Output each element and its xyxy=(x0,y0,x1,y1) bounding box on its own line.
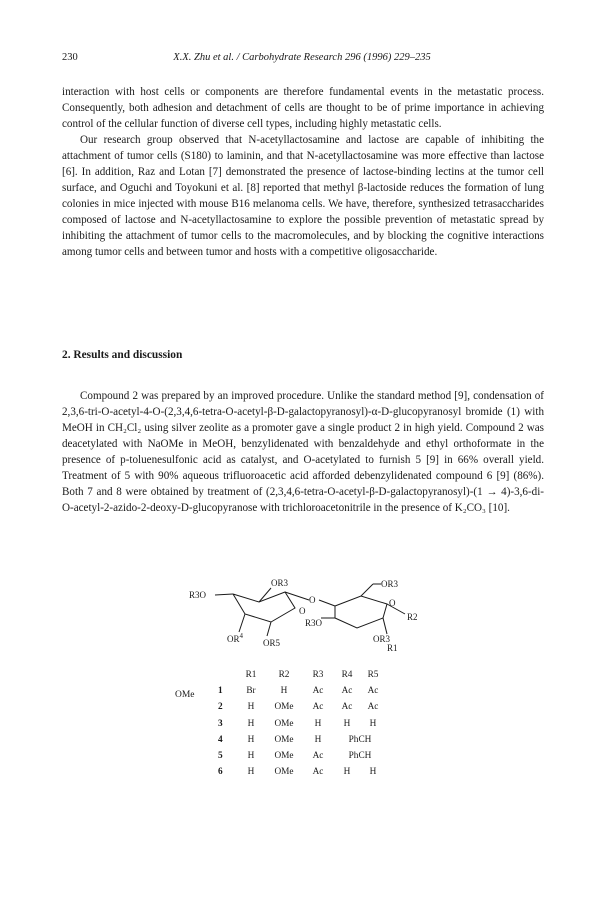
table-cell: OMe xyxy=(274,767,294,778)
table-header: R2 xyxy=(278,670,290,681)
substituent-table xyxy=(218,667,386,780)
table-cell: H xyxy=(280,686,288,697)
table-cell: Ac xyxy=(312,767,324,778)
compound-number: 1 xyxy=(218,686,223,697)
label-bridge-o: O xyxy=(309,595,316,605)
compound-number: 2 xyxy=(218,702,223,713)
label-or4-text: OR xyxy=(227,634,240,644)
table-cell-span: PhCH xyxy=(348,751,372,762)
running-head: X.X. Zhu et al. / Carbohydrate Research 296 (1996) 229–235 xyxy=(173,52,431,63)
table-cell: H xyxy=(247,702,255,713)
table-header: R1 xyxy=(245,670,257,681)
label-or4 xyxy=(227,632,244,644)
label-or3-top-right: OR3 xyxy=(381,579,399,589)
table-cell: Ac xyxy=(341,686,353,697)
label-r3o-left: R3O xyxy=(189,590,207,600)
table-cell: OMe xyxy=(274,751,294,762)
table-cell: H xyxy=(343,718,351,729)
label-ring-o-right: O xyxy=(389,598,396,608)
disaccharide-structure xyxy=(175,578,435,658)
table-cell: H xyxy=(314,734,322,745)
page-number: 230 xyxy=(62,52,78,63)
body-text-bottom xyxy=(62,388,544,516)
label-r3o-right: R3O xyxy=(305,618,323,628)
label-or5: OR5 xyxy=(263,638,281,648)
compound-number: 6 xyxy=(218,767,223,778)
table-cell: Ac xyxy=(367,686,379,697)
label-r2: R2 xyxy=(407,612,418,622)
table-cell: H xyxy=(247,734,255,745)
table-header: R5 xyxy=(367,670,379,681)
running-header xyxy=(62,52,542,68)
table-row xyxy=(218,732,386,748)
table-side-label: OMe xyxy=(175,690,195,700)
table-cell: Br xyxy=(246,686,256,697)
table-cell: H xyxy=(369,718,377,729)
table-cell: Ac xyxy=(312,686,324,697)
table-cell: H xyxy=(247,718,255,729)
label-or3-right: OR3 xyxy=(373,634,391,644)
paragraph-3: Compound 2 was prepared by an improved procedure. Unlike the standard method [9], condensation of 2,3,6-tri-O-acetyl-4-O-(2,3,4,6-tetra-O-acetyl-β-D-galactopyranosyl)-α-D-glucopyranosyl bromide (1) with MeOH in CH₂Cl₂ using silver zeolite as a promoter gave a single product 2 in high yield. Compound 2 was deacetylated with NaOMe in MeOH, benzylidenated with benzaldehyde and ethyl orthoformate in the presence of p-toluenesulfonic acid as catalyst, and O-acetylated to furnish 5 [9] in 66% overall yield. Treatment of 5 with 90% aqueous trifluoroacetic acid afforded debenzylidenated compound 6 [9] (86%). Both 7 and 8 were obtained by treatment of (2,3,4,6-tetra-O-acetyl-β-D-galactopyranosyl)-(1 → 4)-3,6-di-O-acetyl-2-azido-2-deoxy-D-glucopyranose with trichloroacetonitrile in the presence of K₂CO₃ [10]. xyxy=(62,390,544,515)
table-cell: H xyxy=(247,767,255,778)
table-cell: Ac xyxy=(341,702,353,713)
table-cell: H xyxy=(314,718,322,729)
chemical-structure xyxy=(175,578,435,658)
table-header-blank xyxy=(218,667,236,683)
table-row xyxy=(218,699,386,715)
table-row xyxy=(218,683,386,699)
table-cell: Ac xyxy=(367,702,379,713)
table-cell: OMe xyxy=(274,702,294,713)
table-cell: Ac xyxy=(312,751,324,762)
right-ring-bonds xyxy=(335,596,387,628)
body-text-top xyxy=(62,84,544,261)
table-cell: Ac xyxy=(312,702,324,713)
section-heading: 2. Results and discussion xyxy=(62,349,183,361)
table-cell: H xyxy=(343,767,351,778)
paragraph-1: interaction with host cells or components are therefore fundamental events in the metastatic process. Consequently, both adhesion and detachment of cells are thought to be of prime importance in achieving control of the cellular function of diverse cell types, including highly metastatic cells. xyxy=(62,86,544,131)
label-or3-top-left: OR3 xyxy=(271,578,289,588)
compound-number: 4 xyxy=(218,734,223,745)
table-row xyxy=(218,716,386,732)
compound-number: 3 xyxy=(218,718,223,729)
table-row xyxy=(218,764,386,780)
label-ring-o-left: O xyxy=(299,606,306,616)
table-header-row xyxy=(218,667,386,683)
table-header: R3 xyxy=(312,670,324,681)
table-cell-span: PhCH xyxy=(348,734,372,745)
table-cell: H xyxy=(247,751,255,762)
table-cell: OMe xyxy=(274,718,294,729)
table-cell: OMe xyxy=(274,734,294,745)
table-cell: H xyxy=(369,767,377,778)
table-row xyxy=(218,748,386,764)
compound-number: 5 xyxy=(218,751,223,762)
label-or4-sup: 4 xyxy=(239,632,244,640)
table-header: R4 xyxy=(341,670,353,681)
label-r1: R1 xyxy=(387,643,398,653)
paragraph-2: Our research group observed that N-acetyllactosamine and lactose are capable of inhibiting the attachment of tumor cells (S180) to laminin, and that N-acetyllactosamine was more effective than lactose [6]. In addition, Raz and Lotan [7] demonstrated the presence of lactose-binding lectins at the tumor cell surface, and Oguchi and Toyokuni et al. [8] reported that methyl β-lactoside reduces the formation of lung colonies in mice injected with mouse B16 melanoma cells. We have, therefore, synthesized tetrasaccharides composed of lactose and N-acetyllactosamine to explore the possible prevention of metastatic spread by inhibiting the attachment of tumor cells to the macromolecules, and by blocking the cognitive interactions among tumor cells and between tumor and hosts with a competitive oligosaccharide. xyxy=(62,134,544,259)
